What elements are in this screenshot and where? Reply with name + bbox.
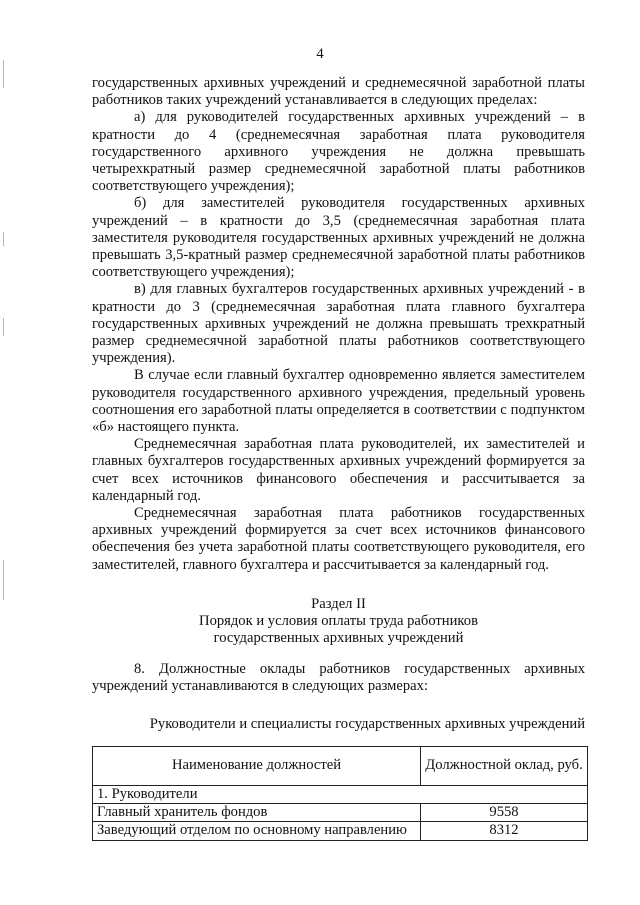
salary-cell: 9558 [421,804,588,822]
paragraph-v: в) для главных бухгалтеров государственных архивных учреждений - в кратности до 3 (среднемесячная заработная плата главного бухгалтера государственных архивных учреждений не должна превышать трехкратный размер среднемесячной заработной платы работников соответствующего учреждения). [92,281,585,367]
table-caption: Руководители и специалисты государственных архивных учреждений [149,716,585,732]
salary-table [92,746,588,841]
paragraph-b: б) для заместителей руководителя государственных архивных учреждений – в кратности до 3,5 (среднемесячная заработная плата заместителя руководителя государственных архивных учреждений не должна превышать 3,5-кратный размер среднемесячной заработной платы работников соответствующего учреждения); [92,195,585,281]
table-row [93,804,588,822]
scan-margin-mark [3,60,4,88]
paragraph-a: а) для руководителей государственных архивных учреждений – в кратности до 4 (среднемесячная заработная плата руководителя государственного архивного учреждения не должна превышать четырехкратный размер среднемесячной заработной платы работников соответствующего учреждения); [92,109,585,195]
scan-margin-mark [3,318,4,336]
table-group-row [93,786,588,804]
section-title-line1: Порядок и условия оплаты труда работников [199,613,478,630]
header-salary: Должностной оклад, руб. [421,747,588,786]
body-text [92,75,585,574]
section-heading [92,596,585,648]
header-position: Наименование должностей [93,747,421,786]
section-number: Раздел II [311,596,366,612]
position-cell: Заведующий отделом по основному направлению [93,822,421,840]
paragraph-avg-salary-workers: Среднемесячная заработная плата работников государственных архивных учреждений формируется за счет всех источников финансового обеспечения без учета заработной платы соответствующего руководителя, его заместителей, главного бухгалтера и рассчитывается за календарный год. [92,505,585,573]
paragraph-intro: государственных архивных учреждений и среднемесячной заработной платы работников таких учреждений устанавливается в следующих пределах: [92,75,585,109]
table-header-row [93,747,588,786]
scan-margin-mark [3,232,4,246]
table-row [93,822,588,840]
position-cell: Главный хранитель фондов [93,804,421,822]
page-number: 4 [316,46,324,62]
scan-margin-mark [3,560,4,600]
paragraph-chief-accountant: В случае если главный бухгалтер одновременно является заместителем руководителя государственного архивного учреждения, предельный уровень соотношения его заработной платы определяется в соответствии с подпунктом «б» настоящего пункта. [92,367,585,436]
salary-cell: 8312 [421,822,588,840]
group-heading: 1. Руководители [93,786,588,804]
paragraph-8: 8. Должностные оклады работников государственных архивных учреждений устанавливаются в следующих размерах: [92,661,585,695]
section-title-line2: государственных архивных учреждений [213,630,464,647]
paragraph-avg-salary-heads: Среднемесячная заработная плата руководителей, их заместителей и главных бухгалтеров государственных архивных учреждений формируется за счет всех источников финансового обеспечения и рассчитывается за календарный год. [92,436,585,504]
